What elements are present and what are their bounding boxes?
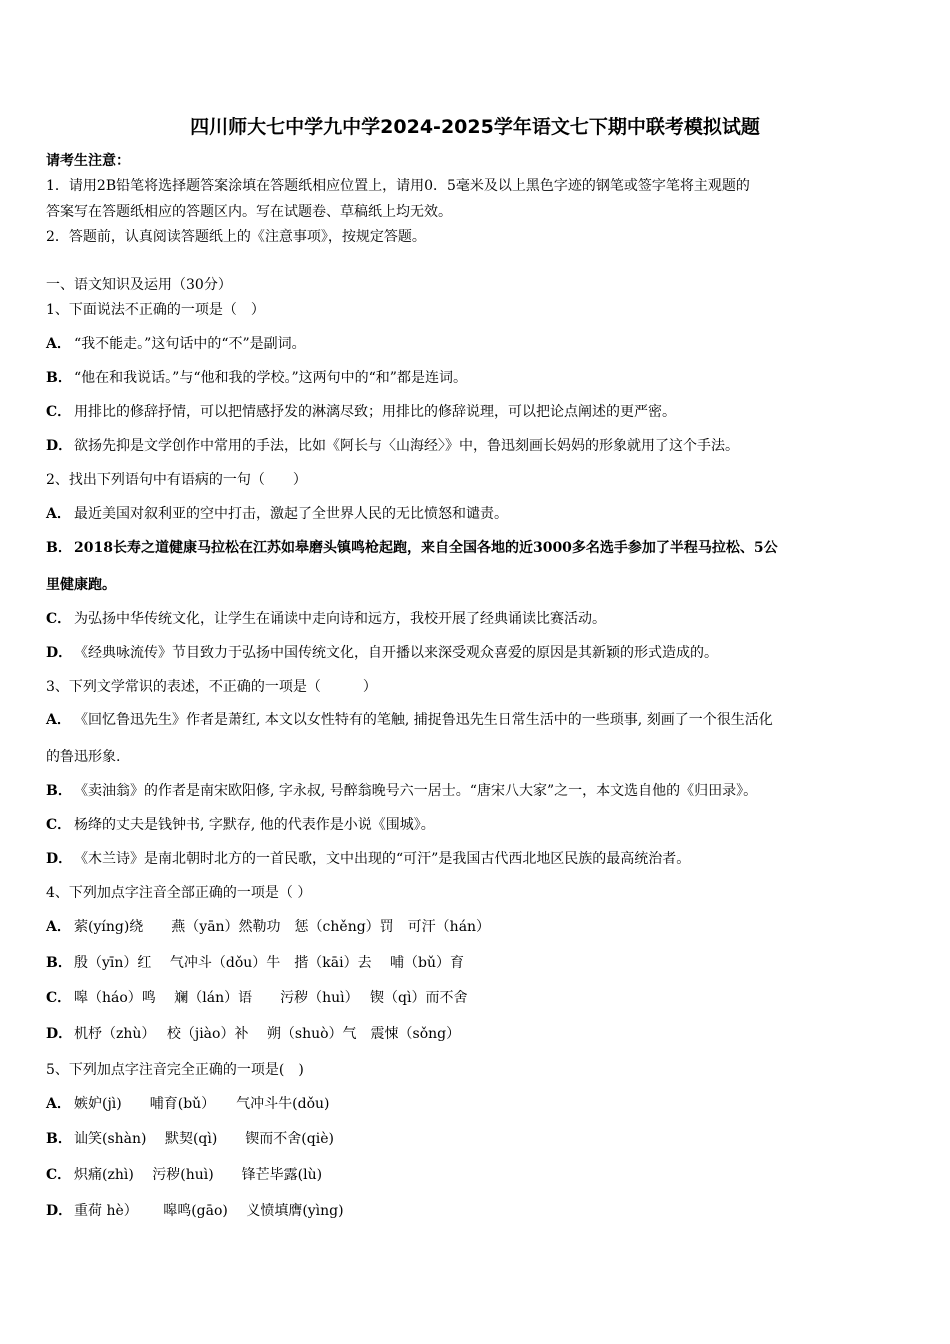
question-4-stem: 4、下列加点字注音全部正确的一项是（ ） xyxy=(46,885,312,901)
option-label: D． xyxy=(46,1026,73,1042)
option-label: B． xyxy=(46,370,72,386)
option-label: C． xyxy=(46,611,72,627)
question-4-option-c xyxy=(46,989,467,1007)
option-label: B． xyxy=(46,1131,72,1147)
option-text: 《经典咏流传》节目致力于弘扬中国传统文化，自开播以来深受观众喜爱的原因是其新颖的形式造成的。 xyxy=(74,645,718,661)
option-label: A． xyxy=(46,506,71,522)
option-text: 《卖油翁》的作者是南宋欧阳修, 字永叔, 号醉翁晚号六一居士。“唐宋八大家”之一，本文选自他的《归田录》。 xyxy=(74,783,758,799)
question-1-option-a xyxy=(46,335,306,353)
notice-item-1-line-1: 1．请用2B铅笔将选择题答案涂填在答题纸相应位置上，请用0．5毫米及以上黑色字迹的钢笔或签字笔将主观题的 xyxy=(46,178,750,194)
question-2-option-a xyxy=(46,505,508,523)
option-label: C． xyxy=(46,990,72,1006)
option-text: 最近美国对叙利亚的空中打击，激起了全世界人民的无比愤怒和谴责。 xyxy=(74,506,508,522)
option-label: A． xyxy=(46,1096,71,1112)
notice-heading: 请考生注意： xyxy=(46,153,130,169)
question-3-option-a-continued: 的鲁迅形象. xyxy=(46,749,121,765)
option-label: A． xyxy=(46,712,71,728)
question-3-option-d xyxy=(46,850,690,868)
option-text: 《木兰诗》是南北朝时北方的一首民歌，文中出现的“可汗”是我国古代西北地区民族的最高统治者。 xyxy=(74,851,691,867)
question-1-option-d xyxy=(46,437,739,455)
question-4-option-d xyxy=(46,1025,460,1043)
option-text: 嫉妒(jì) 哺育(bǔ） 气冲斗牛(dǒu) xyxy=(74,1096,330,1112)
question-2-option-b-continued: 里健康跑。 xyxy=(46,577,116,593)
option-label: D． xyxy=(46,851,73,867)
question-2-option-b xyxy=(46,539,778,557)
question-3-option-a xyxy=(46,711,773,729)
notice-item-2: 2．答题前，认真阅读答题纸上的《注意事项》，按规定答题。 xyxy=(46,229,426,245)
question-1-stem: 1、下面说法不正确的一项是（ ） xyxy=(46,302,265,318)
section-heading: 一、语文知识及运用（30分） xyxy=(46,277,232,293)
option-text: 萦(yíng)绕 燕（yān）然勒功 惩（chěng）罚 可汗（hán） xyxy=(74,919,491,935)
option-label: A． xyxy=(46,336,71,352)
option-label: C． xyxy=(46,404,72,420)
question-2-stem: 2、找出下列语句中有语病的一句（ ） xyxy=(46,472,307,488)
question-4-option-a xyxy=(46,918,490,936)
question-3-option-c xyxy=(46,816,435,834)
question-5-stem: 5、下列加点字注音完全正确的一项是( ) xyxy=(46,1062,304,1078)
option-label: A． xyxy=(46,919,71,935)
option-text: 殷（yīn）红 气冲斗（dǒu）牛 揩（kāi）去 哺（bǔ）育 xyxy=(74,955,464,971)
question-1-option-b xyxy=(46,369,467,387)
exam-title: 四川师大七中学九中学2024-2025学年语文七下期中联考模拟试题 xyxy=(190,116,760,138)
question-5-option-d xyxy=(46,1202,344,1220)
option-label: D． xyxy=(46,1203,73,1219)
option-text: 为弘扬中华传统文化，让学生在诵读中走向诗和远方，我校开展了经典诵读比赛活动。 xyxy=(74,611,606,627)
option-text: 杨绛的丈夫是钱钟书, 字默存, 他的代表作是小说《围城》。 xyxy=(74,817,435,833)
option-label: D． xyxy=(46,645,73,661)
question-5-option-c xyxy=(46,1166,322,1184)
question-3-stem: 3、下列文学常识的表述，不正确的一项是（ ） xyxy=(46,679,377,695)
question-4-option-b xyxy=(46,954,464,972)
question-5-option-a xyxy=(46,1095,330,1113)
option-text: 讪笑(shàn) 默契(qì) 锲而不舍(qiè) xyxy=(74,1131,334,1147)
option-text: 《回忆鲁迅先生》作者是萧红, 本文以女性特有的笔触, 捕捉鲁迅先生日常生活中的一些琐事, 刻画了一个很生活化 xyxy=(74,712,773,728)
option-label: B． xyxy=(46,540,72,556)
question-3-option-b xyxy=(46,782,757,800)
question-5-option-b xyxy=(46,1130,334,1148)
option-label: D． xyxy=(46,438,73,454)
question-1-option-c xyxy=(46,403,676,421)
option-label: B． xyxy=(46,955,72,971)
option-text: 嗥（háo）鸣 斓（lán）语 污秽（huì） 锲（qì）而不舍 xyxy=(74,990,468,1006)
option-text: “我不能走。”这句话中的“不”是副词。 xyxy=(74,336,306,352)
option-text: 欲扬先抑是文学创作中常用的手法，比如《阿长与〈山海经〉》中，鲁迅刻画长妈妈的形象就用了这个手法。 xyxy=(74,438,739,454)
option-text: 重荷 hè） 嗥鸣(gāo) 义愤填膺(yìng) xyxy=(74,1203,344,1219)
option-text: 炽痛(zhì) 污秽(huì) 锋芒毕露(lù) xyxy=(74,1167,323,1183)
question-2-option-c xyxy=(46,610,606,628)
option-label: C． xyxy=(46,817,72,833)
option-text: 机杼（zhù） 校（jiào）补 朔（shuò）气 震悚（sǒng） xyxy=(74,1026,461,1042)
option-label: C． xyxy=(46,1167,72,1183)
option-label: B． xyxy=(46,783,72,799)
option-text: “他在和我说话。”与“他和我的学校。”这两句中的“和”都是连词。 xyxy=(74,370,467,386)
notice-item-1-line-2: 答案写在答题纸相应的答题区内。写在试题卷、草稿纸上均无效。 xyxy=(46,204,452,220)
option-text: 2018长寿之道健康马拉松在江苏如皋磨头镇鸣枪起跑，来自全国各地的近3000多名选手参加了半程马拉松、5公 xyxy=(74,540,778,556)
option-text: 用排比的修辞抒情，可以把情感抒发的淋漓尽致；用排比的修辞说理，可以把论点阐述的更严密。 xyxy=(74,404,676,420)
question-2-option-d xyxy=(46,644,718,662)
